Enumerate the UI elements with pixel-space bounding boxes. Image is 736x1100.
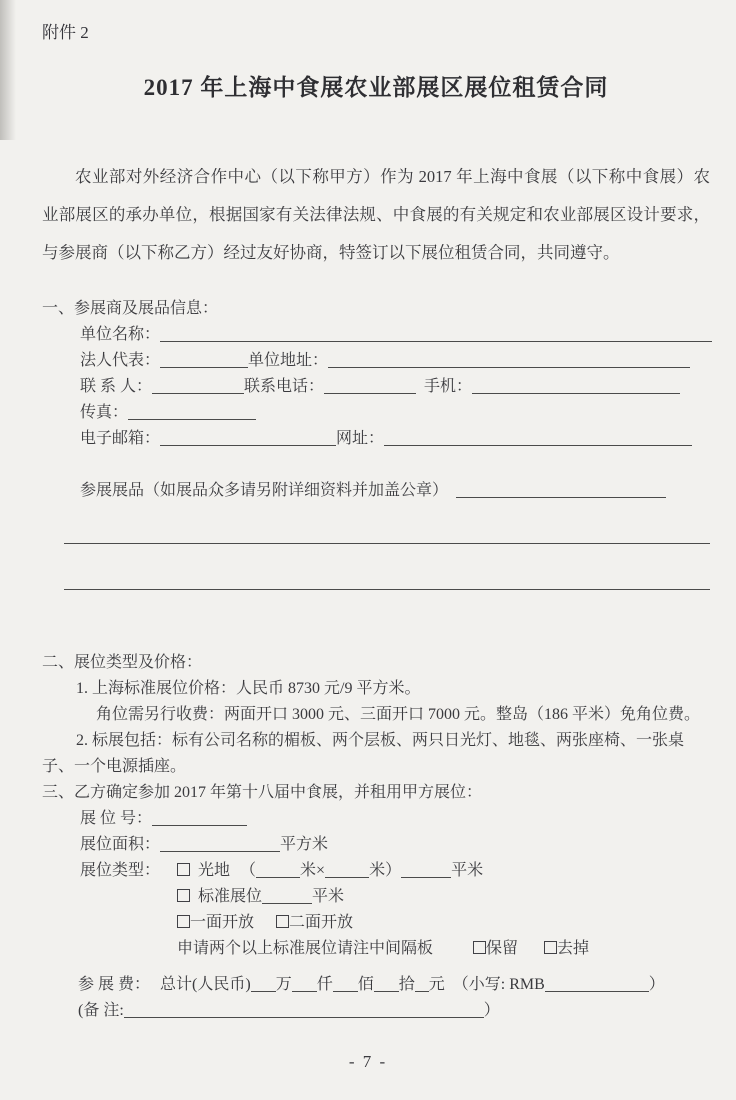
email-label: 电子邮箱：: [80, 430, 161, 447]
price-line-2: 角位需另行收费：两面开口 3000 元、三面开口 7000 元。整岛（186 平米）免角位费。: [96, 706, 701, 723]
contact-row: [80, 374, 710, 400]
remove-partition-label: 去掉: [557, 940, 590, 957]
fee-yuan-blank: [415, 980, 429, 992]
section3-heading: 三、乙方确定参加 2017 年第十八届中食展，并租用甲方展位：: [42, 784, 483, 801]
fee-wan-blank: [251, 980, 276, 992]
price-line-1: 1. 上海标准展位价格：人民币 8730 元/9 平方米。: [76, 680, 421, 697]
booth-area-unit: 平方米: [280, 836, 329, 853]
mobile-label: 手机：: [424, 378, 473, 395]
standard-booth-row: [177, 884, 710, 910]
section1-heading: 一、参展商及展品信息：: [42, 300, 219, 317]
section2-heading: 二、展位类型及价格：: [42, 654, 203, 671]
company-name-row: [80, 322, 710, 348]
fax-row: [80, 400, 710, 426]
fee-shi: 拾: [398, 976, 415, 993]
standard-unit: 平米: [312, 888, 345, 905]
legal-rep-address-row: [80, 348, 710, 374]
raw-depth-blank: [325, 866, 369, 878]
contact-blank: [152, 382, 244, 394]
raw-unit: 平米: [451, 862, 484, 879]
standard-booth-checkbox-icon: [177, 889, 190, 902]
address-blank: [328, 356, 690, 368]
fee-bai: 佰: [357, 976, 374, 993]
email-website-row: [80, 426, 710, 452]
remark-blank: [124, 1006, 484, 1018]
website-blank: [384, 434, 692, 446]
remark-label: (备 注:: [78, 1002, 124, 1019]
legal-rep-label: 法人代表：: [80, 352, 161, 369]
booth-type-label: 展位类型：: [80, 862, 161, 879]
standard-area-blank: [262, 892, 312, 904]
remark-paren-close: ）: [483, 1002, 500, 1019]
attachment-label: 附件 2: [42, 23, 89, 42]
fax-blank: [128, 408, 256, 420]
remark-row: [78, 998, 710, 1024]
booth-no-blank: [152, 814, 247, 826]
booth-area-label: 展位面积：: [80, 836, 161, 853]
booth-no-row: [80, 806, 710, 832]
open-sides-row: [177, 910, 710, 936]
partition-row: [177, 936, 710, 962]
email-blank: [160, 434, 336, 446]
remove-partition-checkbox-icon: [544, 941, 557, 954]
standard-includes-line-2: 子、一个电源插座。: [42, 758, 187, 775]
intro-paragraph: 农业部对外经济合作中心（以下称甲方）作为 2017 年上海中食展（以下称中食展）农业部展区的承办单位，根据国家有关法律法规、中食展的有关规定和农业部展区设计要求，与参展商（以下称乙方）经过友好协商，特签订以下展位租赁合同，共同遵守。: [42, 167, 710, 262]
address-label: 单位地址：: [248, 352, 329, 369]
exhibits-write-line-2: [64, 544, 710, 590]
fee-qian: 仟: [316, 976, 333, 993]
website-label: 网址：: [336, 430, 385, 447]
exhibits-label: 参展展品（如展品众多请另附详细资料并加盖公章）: [80, 482, 449, 499]
booth-area-blank: [160, 840, 280, 852]
booth-type-row: [80, 858, 710, 884]
legal-rep-blank: [160, 356, 248, 368]
raw-paren-open: （: [240, 862, 257, 879]
exhibits-row: [80, 478, 710, 504]
fee-rmb-blank: [545, 980, 649, 992]
tel-blank: [324, 382, 416, 394]
partition-note: 申请两个以上标准展位请注中间隔板: [177, 940, 434, 957]
fee-qian-blank: [292, 980, 317, 992]
open-one-label: 一面开放: [190, 914, 255, 931]
open-one-checkbox-icon: [177, 915, 190, 928]
company-name-label: 单位名称：: [80, 326, 161, 343]
exhibits-blank: [456, 486, 666, 498]
mobile-blank: [472, 382, 680, 394]
fee-shi-blank: [374, 980, 399, 992]
raw-width-blank: [256, 866, 300, 878]
fee-wan: 万: [275, 976, 292, 993]
tel-label: 联系电话：: [244, 378, 325, 395]
fee-total-prefix: 总计(人民币): [160, 976, 251, 993]
fee-yuan: 元: [428, 976, 445, 993]
keep-partition-label: 保留: [486, 940, 519, 957]
fee-small-prefix: （小写: RMB: [452, 976, 545, 993]
fee-bai-blank: [333, 980, 358, 992]
open-two-label: 二面开放: [289, 914, 354, 931]
open-two-checkbox-icon: [276, 915, 289, 928]
company-name-blank: [160, 330, 712, 342]
raw-space-label: 光地: [198, 862, 231, 879]
fax-label: 传真：: [80, 404, 129, 421]
standard-includes-line-1: 2. 标展包括：标有公司名称的楣板、两个层板、两只日光灯、地毯、两张座椅、一张桌: [76, 732, 685, 749]
raw-space-checkbox-icon: [177, 863, 190, 876]
raw-area-blank: [401, 866, 451, 878]
fee-paren-close: ）: [648, 976, 665, 993]
exhibits-write-line-1: [64, 504, 710, 544]
booth-area-row: [80, 832, 710, 858]
keep-partition-checkbox-icon: [473, 941, 486, 954]
booth-no-label: 展 位 号：: [80, 810, 153, 827]
raw-m-close: 米）: [369, 862, 402, 879]
page-number: - 7 -: [348, 1052, 388, 1071]
standard-booth-label: 标准展位: [198, 888, 263, 905]
contact-label: 联 系 人：: [80, 378, 153, 395]
raw-m-x: 米×: [300, 862, 326, 879]
page-title: 2017 年上海中食展农业部展区展位租赁合同: [143, 75, 609, 100]
fee-label: 参 展 费：: [78, 976, 151, 993]
fee-row: [78, 972, 710, 998]
